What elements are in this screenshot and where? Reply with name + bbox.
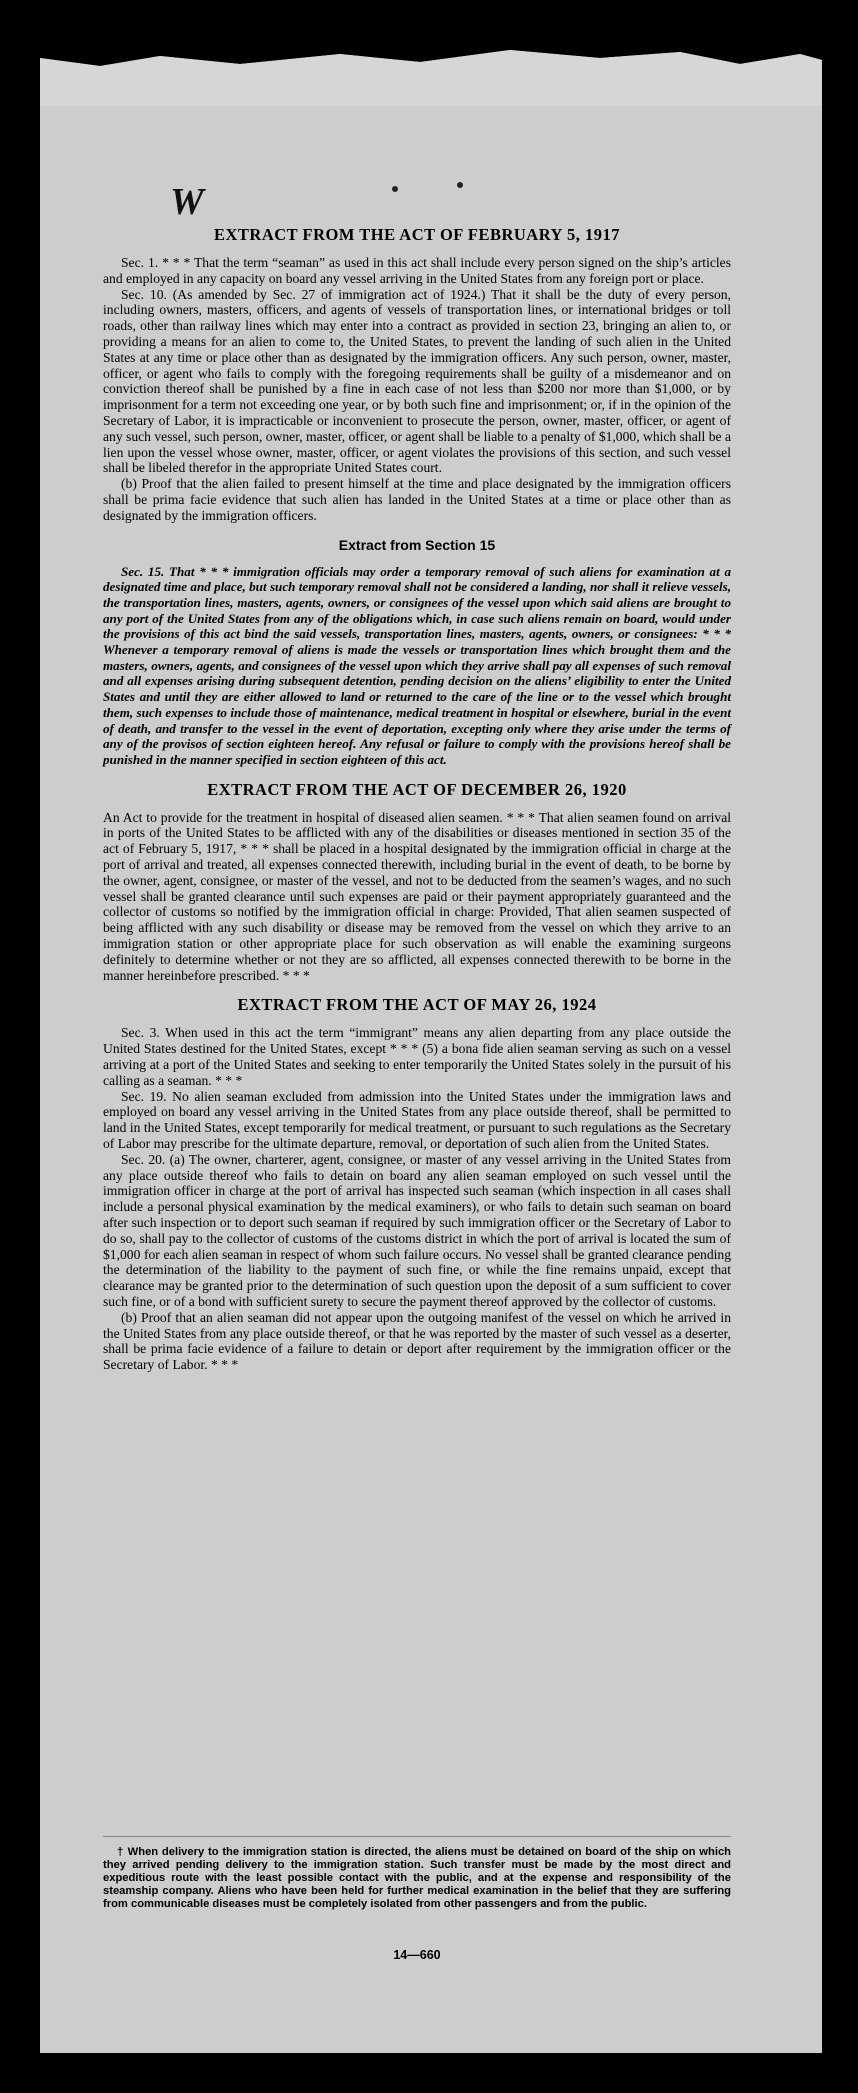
- form-number: 14—660: [393, 1948, 441, 1962]
- footnote-text: † When delivery to the immigration station is directed, the aliens must be detained on board of the ship on which they arrived pending delivery to the immigration station. Such transfer must be made by the most direct and expeditious route with the least possible contact with the public, and at the expense and responsibility of the steamship company. Aliens who have been held for further medical examination in the belief that they are suffering from communicable diseases must be completely isolated from other passengers and from the public.: [103, 1846, 731, 1911]
- section-act-feb-1917: [103, 225, 731, 524]
- paragraph: (b) Proof that an alien seaman did not appear upon the outgoing manifest of the vessel on which he arrived in the United States from any place outside thereof, or that he was reported by the master of such vessel as a deserter, shall be prima facie evidence of a failure to detain or deport after requirement by the immigration officer or the Secretary of Labor. * * *: [103, 1309, 731, 1373]
- ink-dot: [457, 182, 463, 188]
- section-extract-15: [103, 536, 731, 768]
- footnote-divider: [103, 1836, 731, 1837]
- paragraph: Sec. 20. (a) The owner, charterer, agent, consignee, or master of any vessel arriving in the United States from any place outside thereof who fails to detain on board any alien seaman employed on such vessel until the immigration officer in charge at the port of arrival has inspected such seaman (which inspection in all cases shall include a personal physical examination by the medical examiners), or who fails to detain such seaman on board after such inspection or to deport such seaman if required by such immigration officer or the Secretary of Labor to do so, shall pay to the collector of customs of the customs district in which the port of arrival is located the sum of $1,000 for each alien seaman in respect of whom such failure occurs. No vessel shall be granted clearance pending the determination of the liability to the payment of such fine, or while the fine remains unpaid, except that clearance may be granted prior to the determination of such question upon the deposit of a sum sufficient to cover such fine, or of a bond with sufficient surety to secure the payment thereof approved by the collector of customs.: [103, 1151, 731, 1309]
- paragraph: Sec. 1. * * * That the term “seaman” as used in this act shall include every person signed on the ship’s articles and employed in any capacity on board any vessel arriving in the United States from any foreign port or place.: [103, 255, 731, 286]
- paragraph: (b) Proof that the alien failed to present himself at the time and place designated by the immigration officers shall be prima facie evidence that such alien has landed in the United States at a time or place other than as designated by the immigration officers.: [103, 476, 731, 523]
- section-act-dec-1920: [103, 780, 731, 984]
- paragraph: Sec. 3. When used in this act the term “immigrant” means any alien departing from any place outside the United States destined for the United States, except * * * (5) a bona fide alien seaman serving as such on a vessel arriving at a port of the United States and seeking to enter temporarily the United States solely in the pursuit of his calling as a seaman. * * *: [103, 1025, 731, 1088]
- paragraph: Sec. 19. No alien seaman excluded from admission into the United States under the immigration laws and employed on board any vessel arriving in the United States from any place outside thereof, shall be permitted to land in the United States, except temporarily for medical treatment, or pursuant to such regulations as the Secretary of Labor may prescribe for the ultimate departure, removal, or deportation of such alien from the United States.: [103, 1088, 731, 1152]
- document-body: [103, 225, 731, 1385]
- torn-top-edge: [40, 46, 822, 106]
- section-heading: Extract from Section 15: [338, 536, 496, 553]
- paragraph: Sec. 15. That * * * immigration officials may order a temporary removal of such aliens for examination at a designated time and place, but such temporary removal shall not be considered a landing, nor shall it relieve vessels, the transportation lines, masters, agents, owners, or consignees of the vessel upon which said aliens are brought to any port of the United States from any of the obligations which, in case such aliens remain on board, would under the provisions of this act bind the said vessels, transportation lines, masters, agents, owners, or consignees: * * * Whenever a temporary removal of aliens is made the vessels or transportation lines which brought them and the masters, owners, agents, and consignees of the vessel upon which they arrive shall pay all expenses of such removal and all expenses arising during subsequent detention, pending decision on the aliens’ eligibility to enter the United States and until they are either allowed to land or returned to the care of the line or to the vessel which brought them, such expenses to include those of maintenance, medical treatment in hospital or elsewhere, burial in the event of death, and transfer to the vessel in the event of deportation, excepting only where they arise under the terms of any of the provisos of section eighteen hereof. Any refusal or failure to comply with the provisions hereof shall be punished in the manner specified in section eighteen of this act.: [103, 563, 731, 767]
- handwritten-mark: W: [170, 181, 201, 223]
- paragraph: An Act to provide for the treatment in hospital of diseased alien seamen. * * * That alien seamen found on arrival in ports of the United States to be afflicted with any of the disabilities or diseases mentioned in section 35 of the act of February 5, 1917, * * * shall be placed in a hospital designated by the immigration official in charge at the port of arrival and treated, all expenses connected therewith, including burial in the event of death, to be borne by the owner, agent, consignee, or master of the vessel, and not to be deducted from the seamen’s wages, and no such vessel shall be granted clearance until such expenses are paid or their payment appropriately guaranteed and the collector of customs so notified by the immigration official in charge: Provided, That alien seamen suspected of being afflicted with any such disability or disease may be removed from the vessel on which they arrive to an immigration station or other appropriate place for such observation as will enable the examining surgeons definitely to determine whether or not they are so afflicted, all expenses connected therewith to be borne in the manner hereinbefore prescribed. * * *: [103, 809, 731, 983]
- ink-dot: [392, 186, 398, 192]
- footnote: [103, 1846, 731, 1911]
- section-act-may-1924: [103, 995, 731, 1373]
- section-heading: EXTRACT FROM THE ACT OF DECEMBER 26, 1920: [207, 779, 627, 799]
- section-heading: EXTRACT FROM THE ACT OF MAY 26, 1924: [237, 995, 597, 1015]
- paragraph: Sec. 10. (As amended by Sec. 27 of immigration act of 1924.) That it shall be the duty of every person, including owners, masters, officers, and agents of vessels of transportation lines, or international bridges or toll roads, other than railway lines which may enter into a contract as provided in section 23, bringing an alien to, or providing a means for an alien to come to, the United States, to prevent the landing of such alien in the United States at any time or place other than as designated by the immigration officers. Any such person, owner, master, officer, or agent who fails to comply with the foregoing requirements shall be guilty of a misdemeanor and on conviction thereof shall be punished by a fine in each case of not less than $200 nor more than $1,000, or by imprisonment for a term not exceeding one year, or by both such fine and imprisonment; or, if in the opinion of the Secretary of Labor, it is impracticable or inconvenient to prosecute the person, owner, master, officer, or agent of any such vessel, such person, owner, master, officer, or agent shall be liable to a penalty of $1,000, which shall be a lien upon the vessel whose owner, master, officer, or agent violates the provisions of this section, and such vessel shall be libeled therefor in the appropriate United States court.: [103, 286, 731, 476]
- section-heading: EXTRACT FROM THE ACT OF FEBRUARY 5, 1917: [214, 225, 620, 244]
